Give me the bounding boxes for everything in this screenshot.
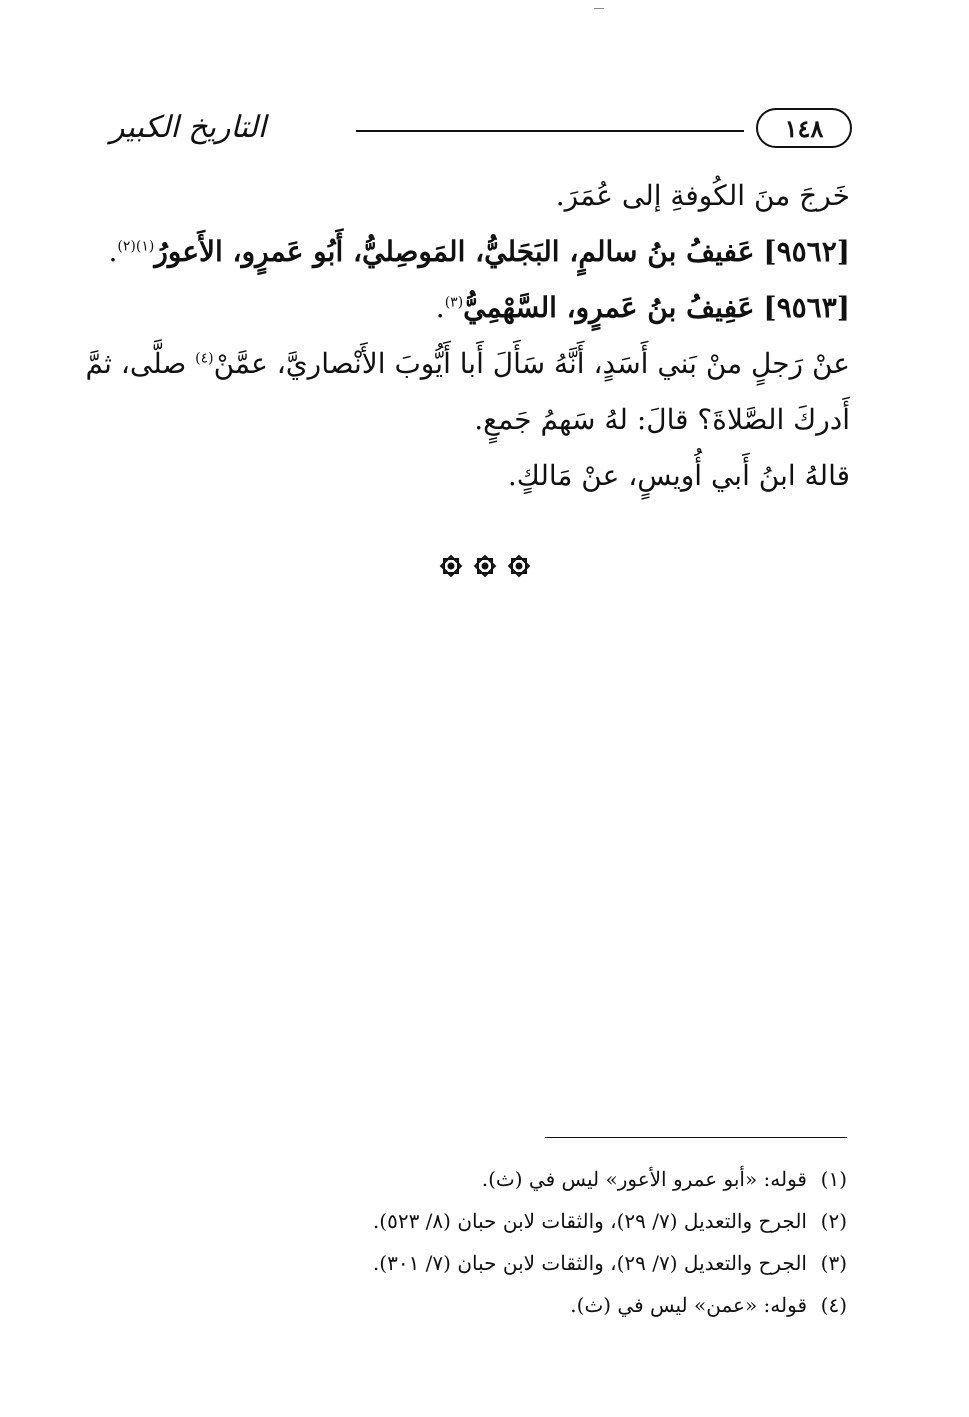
footnote-text: الجرح والتعديل (٧/ ٢٩)، والثقات لابن حبان (٨/ ٥٢٣). xyxy=(372,1209,807,1233)
entry-9563 xyxy=(110,280,850,336)
footnote xyxy=(110,1284,847,1326)
page-number-badge: ١٤٨ xyxy=(756,108,852,148)
main-text xyxy=(85,168,850,504)
floral-ornament-icon xyxy=(473,554,497,578)
footnote-text: قوله: «أبو عمرو الأعور» ليس في (ث). xyxy=(481,1167,807,1191)
book-title: التاريخ الكبير xyxy=(110,110,267,145)
text-segment: صلَّى، ثمَّ xyxy=(85,347,196,380)
entry-name: عَفيفُ بنُ سالمٍ، البَجَليُّ، المَوصِليُّ، أَبُو عَمرٍو، الأَعورُ xyxy=(154,235,755,268)
text-line: خَرجَ منَ الكُوفةِ إلى عُمَرَ. xyxy=(555,179,850,212)
footnote-text: قوله: «عمن» ليس في (ث). xyxy=(570,1293,807,1317)
footnote-number: (٢) xyxy=(820,1209,847,1233)
footnote-ref: (١)(٢) xyxy=(117,238,155,255)
entry-id: [٩٥٦٢] xyxy=(763,235,850,268)
footnote-separator xyxy=(545,1137,847,1138)
footnote-ref: (٣) xyxy=(444,294,464,311)
entry-end: . xyxy=(108,235,118,268)
text-segment: عنْ رَجلٍ منْ بَني أَسَدٍ، أَنَّهُ سَأَلَ أَبا أَيُّوبَ الأَنْصاريَّ، عمَّنْ xyxy=(213,347,850,380)
footnote xyxy=(110,1158,847,1200)
footnotes xyxy=(110,1158,847,1326)
footnote xyxy=(110,1242,847,1284)
footnote-ref: (٤) xyxy=(195,350,214,367)
page-header xyxy=(110,104,852,154)
footnote-number: (٣) xyxy=(820,1251,847,1275)
text-line: قالهُ ابنُ أَبي أُويسٍ، عنْ مَالكٍ. xyxy=(507,459,850,492)
entry-end: . xyxy=(435,291,445,324)
footnote-text: الجرح والتعديل (٧/ ٢٩)، والثقات لابن حبان (٧/ ٣٠١). xyxy=(372,1251,807,1275)
footnote xyxy=(110,1200,847,1242)
section-ornaments xyxy=(0,554,969,578)
header-rule xyxy=(356,130,744,132)
text-line xyxy=(85,336,850,392)
entry-name: عَفِيفُ بنُ عَمرٍو، السَّهْمِيُّ xyxy=(463,291,755,324)
footnote-number: (٤) xyxy=(820,1293,847,1317)
entry-id: [٩٥٦٣] xyxy=(763,291,850,324)
footnote-number: (١) xyxy=(820,1167,847,1191)
entry-9562 xyxy=(110,224,850,280)
floral-ornament-icon xyxy=(439,554,463,578)
text-line: أَدركَ الصَّلاةَ؟ قالَ: لهُ سَهمُ جَمعٍ. xyxy=(474,403,850,436)
floral-ornament-icon xyxy=(507,554,531,578)
top-mark xyxy=(594,8,604,9)
